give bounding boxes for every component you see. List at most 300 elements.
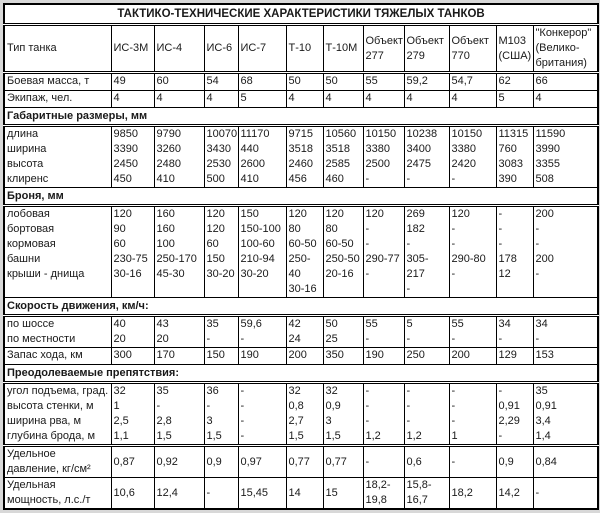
data-cell xyxy=(154,348,204,365)
cell-line: по шоссе xyxy=(7,318,55,330)
cell-line: 410 xyxy=(156,173,175,185)
data-cell xyxy=(286,206,323,298)
cell-line: - xyxy=(365,223,370,235)
cell-line: - xyxy=(206,486,211,499)
cell-line: 68 xyxy=(240,75,253,87)
cell-line: крыши - днища xyxy=(7,268,85,280)
cell-line: Скорость движения, км/ч: xyxy=(7,299,149,312)
cell-line: 450 xyxy=(113,173,132,185)
data-cell xyxy=(286,73,323,91)
data-cell xyxy=(496,73,533,91)
cell-line: 250-40 xyxy=(288,253,311,280)
cell-line: 12 xyxy=(498,268,511,280)
cell-line: 0,77 xyxy=(325,455,347,468)
cell-line: - xyxy=(365,238,370,250)
cell-line: 150 xyxy=(206,349,225,361)
cell-line: 0,8 xyxy=(288,400,304,412)
cell-line: 120 xyxy=(288,208,307,220)
data-cell xyxy=(204,478,238,510)
cell-line: 0,6 xyxy=(406,455,422,468)
cell-line: мощность, л.с./т xyxy=(7,494,91,506)
cell-line: - xyxy=(365,333,370,345)
cell-line: 3518 xyxy=(325,143,350,155)
cell-line: 9850 xyxy=(113,128,138,140)
cell-line: ширина рва, м xyxy=(7,415,82,427)
cell-line: - xyxy=(406,385,411,397)
cell-line: 1 xyxy=(451,430,458,442)
cell-line: Т-10 xyxy=(288,42,312,54)
cell-line: 60-50 xyxy=(288,238,317,250)
cell-line: 60 xyxy=(113,238,126,250)
column-header xyxy=(238,25,286,73)
cell-line: ширина xyxy=(7,143,47,155)
cell-line: 120 xyxy=(206,208,225,220)
data-cell xyxy=(449,383,496,446)
data-cell xyxy=(449,348,496,365)
tank-specs-table xyxy=(3,3,599,510)
cell-line: 0,92 xyxy=(156,455,178,468)
cell-line: 9715 xyxy=(288,128,313,140)
cell-line: 4 xyxy=(325,92,332,104)
row-label xyxy=(4,316,111,348)
cell-line: 34 xyxy=(535,318,548,330)
cell-line: 55 xyxy=(365,318,378,330)
cell-line: 15,45 xyxy=(240,486,269,499)
cell-line: 2,5 xyxy=(113,415,129,427)
cell-line: 2,29 xyxy=(498,415,520,427)
cell-line: клиренс xyxy=(7,173,49,185)
cell-line: - xyxy=(498,208,503,220)
table-row xyxy=(4,348,598,365)
cell-line: 55 xyxy=(365,75,378,87)
cell-line: 20 xyxy=(113,333,126,345)
cell-line: 2585 xyxy=(325,158,350,170)
data-cell xyxy=(363,478,404,510)
data-cell xyxy=(363,383,404,446)
data-cell xyxy=(286,478,323,510)
data-cell xyxy=(323,348,363,365)
cell-line: 11590 xyxy=(535,128,566,140)
cell-line: 150-100 xyxy=(240,223,281,235)
row-label xyxy=(4,348,111,365)
cell-line: по местности xyxy=(7,333,76,345)
cell-line: Преодолеваемые препятствия: xyxy=(7,366,180,379)
data-cell xyxy=(111,478,154,510)
cell-line: 54,7 xyxy=(451,75,473,87)
cell-line: 35 xyxy=(535,385,548,397)
data-cell xyxy=(204,91,238,108)
cell-line: 0,84 xyxy=(535,455,557,468)
data-cell xyxy=(323,126,363,188)
data-cell xyxy=(286,383,323,446)
data-cell xyxy=(286,316,323,348)
cell-line: 440 xyxy=(240,143,259,155)
cell-line: 2450 xyxy=(113,158,138,170)
cell-line: 190 xyxy=(240,349,259,361)
cell-line: 15,8-16,7 xyxy=(406,479,432,506)
cell-line: 5 xyxy=(240,92,247,104)
cell-line: бортовая xyxy=(7,223,55,235)
table-row xyxy=(4,383,598,446)
cell-line: - xyxy=(406,283,411,295)
cell-line: ИС-3М xyxy=(113,42,149,54)
cell-line: 120 xyxy=(325,208,344,220)
cell-line: 305-217 xyxy=(406,253,429,280)
cell-line: 0,91 xyxy=(498,400,520,412)
data-cell xyxy=(449,478,496,510)
data-cell xyxy=(238,348,286,365)
data-cell xyxy=(449,91,496,108)
cell-line: 45-30 xyxy=(156,268,185,280)
cell-line: - xyxy=(406,400,411,412)
row-label xyxy=(4,383,111,446)
data-cell xyxy=(238,478,286,510)
data-cell xyxy=(363,446,404,478)
cell-line: высота стенки, м xyxy=(7,400,94,412)
data-cell xyxy=(496,91,533,108)
cell-line: - xyxy=(365,268,370,280)
data-cell xyxy=(111,316,154,348)
cell-line: 1,4 xyxy=(535,430,551,442)
row-label xyxy=(4,446,111,478)
data-cell xyxy=(496,446,533,478)
cell-line: 35 xyxy=(206,318,219,330)
data-cell xyxy=(111,206,154,298)
cell-line: - xyxy=(498,333,503,345)
cell-line: - xyxy=(406,173,411,185)
cell-line: 178 xyxy=(498,253,517,265)
cell-line: 1,5 xyxy=(156,430,172,442)
cell-line: 200 xyxy=(451,349,470,361)
cell-line: 150 xyxy=(240,208,259,220)
cell-line: 1,2 xyxy=(365,430,381,442)
cell-line: Удельная xyxy=(7,479,56,491)
cell-line: 1 xyxy=(113,400,120,412)
data-cell xyxy=(204,206,238,298)
cell-line: Объект xyxy=(451,34,489,47)
data-cell xyxy=(111,73,154,91)
cell-line: 120 xyxy=(451,208,470,220)
cell-line: 10150 xyxy=(451,128,483,140)
table-row xyxy=(4,365,598,383)
cell-line: 4 xyxy=(113,92,120,104)
cell-line: 182 xyxy=(406,223,425,235)
data-cell xyxy=(154,316,204,348)
table-row xyxy=(4,91,598,108)
cell-line: - xyxy=(365,173,370,185)
cell-line: 43 xyxy=(156,318,169,330)
cell-line: Броня, мм xyxy=(7,189,64,202)
cell-line: 3,4 xyxy=(535,415,551,427)
cell-line: - xyxy=(498,430,503,442)
cell-line: 50 xyxy=(325,75,338,87)
table-row xyxy=(4,298,598,316)
cell-line: 2,8 xyxy=(156,415,172,427)
cell-line: 3083 xyxy=(498,158,523,170)
cell-line: 190 xyxy=(365,349,384,361)
cell-line: ИС-7 xyxy=(240,42,267,54)
cell-line: - xyxy=(451,238,456,250)
cell-line: 14,2 xyxy=(498,486,520,499)
data-cell xyxy=(111,383,154,446)
cell-line: 2500 xyxy=(365,158,390,170)
data-cell xyxy=(404,73,449,91)
data-cell xyxy=(449,446,496,478)
cell-line: 32 xyxy=(325,385,338,397)
data-cell xyxy=(363,91,404,108)
cell-line: 10150 xyxy=(365,128,397,140)
cell-line: - xyxy=(406,238,411,250)
cell-line: - xyxy=(240,400,245,412)
cell-line: 2420 xyxy=(451,158,476,170)
cell-line: Объект xyxy=(365,34,403,47)
cell-line: 2480 xyxy=(156,158,181,170)
data-cell xyxy=(496,206,533,298)
data-cell xyxy=(449,73,496,91)
data-cell xyxy=(449,126,496,188)
data-cell xyxy=(533,348,598,365)
cell-line: 3260 xyxy=(156,143,181,155)
cell-line: - xyxy=(240,333,245,345)
cell-line: 30-16 xyxy=(113,268,142,280)
cell-line: высота xyxy=(7,158,44,170)
column-header xyxy=(154,25,204,73)
cell-line: 0,77 xyxy=(288,455,310,468)
data-cell xyxy=(449,206,496,298)
cell-line: - xyxy=(406,333,411,345)
cell-line: 129 xyxy=(498,349,517,361)
cell-line: 60-50 xyxy=(325,238,354,250)
cell-line: 3990 xyxy=(535,143,560,155)
column-header xyxy=(404,25,449,73)
data-cell xyxy=(323,478,363,510)
cell-line: глубина брода, м xyxy=(7,430,96,442)
cell-line: - xyxy=(451,223,456,235)
cell-line: 3390 xyxy=(113,143,138,155)
cell-line: 2600 xyxy=(240,158,265,170)
cell-line: 42 xyxy=(288,318,301,330)
cell-line: 1,5 xyxy=(325,430,341,442)
cell-line: 170 xyxy=(156,349,175,361)
cell-line: 9790 xyxy=(156,128,181,140)
data-cell xyxy=(238,126,286,188)
table-row xyxy=(4,446,598,478)
data-cell xyxy=(238,206,286,298)
cell-line: 160 xyxy=(156,208,175,220)
data-cell xyxy=(238,73,286,91)
data-cell xyxy=(154,446,204,478)
cell-line: 18,2 xyxy=(451,486,473,499)
data-cell xyxy=(404,383,449,446)
cell-line: 10238 xyxy=(406,128,438,140)
data-cell xyxy=(154,73,204,91)
cell-line: - xyxy=(451,268,456,280)
corner-header: Тип танка xyxy=(4,25,111,73)
cell-line: 250-170 xyxy=(156,253,197,265)
cell-line: 66 xyxy=(535,75,548,87)
column-header xyxy=(363,25,404,73)
cell-line: 60 xyxy=(156,75,169,87)
cell-line: 120 xyxy=(113,208,132,220)
data-cell xyxy=(238,446,286,478)
column-header xyxy=(533,25,598,73)
cell-line: - xyxy=(365,400,370,412)
cell-line: - xyxy=(451,455,456,468)
cell-line: 770 xyxy=(451,49,470,62)
data-cell xyxy=(533,316,598,348)
cell-line: 54 xyxy=(206,75,219,87)
data-cell xyxy=(404,316,449,348)
data-cell xyxy=(404,446,449,478)
cell-line: 1,2 xyxy=(406,430,422,442)
data-cell xyxy=(363,126,404,188)
cell-line: 290-80 xyxy=(451,253,486,265)
cell-line: 55 xyxy=(451,318,464,330)
cell-line: Боевая масса, т xyxy=(7,75,90,87)
cell-line: - xyxy=(535,223,540,235)
cell-line: - xyxy=(240,430,245,442)
cell-line: 0,9 xyxy=(325,400,341,412)
table-row xyxy=(4,478,598,510)
data-cell xyxy=(111,446,154,478)
column-header xyxy=(111,25,154,73)
cell-line: ИС-6 xyxy=(206,42,233,54)
table-row xyxy=(4,73,598,91)
cell-line: 50 xyxy=(325,318,338,330)
data-cell xyxy=(204,126,238,188)
cell-line: 12,4 xyxy=(156,486,178,499)
cell-line: 4 xyxy=(365,92,372,104)
cell-line: 460 xyxy=(325,173,344,185)
data-cell xyxy=(154,383,204,446)
table-body xyxy=(4,4,598,509)
cell-line: - xyxy=(498,223,503,235)
cell-line: 230-75 xyxy=(113,253,148,265)
data-cell xyxy=(323,206,363,298)
cell-line: 5 xyxy=(406,318,413,330)
data-cell xyxy=(111,348,154,365)
cell-line: 3430 xyxy=(206,143,231,155)
data-cell xyxy=(363,73,404,91)
table-row xyxy=(4,4,598,25)
cell-line: 0,87 xyxy=(113,455,135,468)
data-cell xyxy=(323,383,363,446)
cell-line: 1,5 xyxy=(288,430,304,442)
data-cell xyxy=(533,126,598,188)
row-label xyxy=(4,206,111,298)
cell-line: 0,9 xyxy=(206,455,222,468)
row-label xyxy=(4,478,111,510)
cell-line: 300 xyxy=(113,349,132,361)
data-cell xyxy=(323,91,363,108)
cell-line: давление, кг/см² xyxy=(7,463,91,475)
cell-line: - xyxy=(451,415,456,427)
cell-line: 50 xyxy=(288,75,301,87)
table-row xyxy=(4,188,598,206)
column-header xyxy=(496,25,533,73)
cell-line: 30-20 xyxy=(240,268,269,280)
cell-line: - xyxy=(498,385,503,397)
cell-line: - xyxy=(240,385,245,397)
cell-line: 4 xyxy=(156,92,163,104)
cell-line: 3518 xyxy=(288,143,313,155)
data-cell xyxy=(204,316,238,348)
data-cell xyxy=(533,73,598,91)
data-cell xyxy=(204,446,238,478)
data-cell xyxy=(154,91,204,108)
table-row xyxy=(4,108,598,126)
cell-line: 30-20 xyxy=(206,268,235,280)
cell-line: 90 xyxy=(113,223,126,235)
cell-line: - xyxy=(365,455,370,468)
data-cell xyxy=(496,348,533,365)
data-cell xyxy=(533,91,598,108)
data-cell xyxy=(238,91,286,108)
table-title: ТАКТИКО-ТЕХНИЧЕСКИЕ ХАРАКТЕРИСТИКИ ТЯЖЕЛЫХ ТАНКОВ xyxy=(4,4,598,25)
cell-line: 2460 xyxy=(288,158,313,170)
cell-line: 10070 xyxy=(206,128,238,140)
cell-line: 40 xyxy=(113,318,126,330)
data-cell xyxy=(496,383,533,446)
cell-line: 25 xyxy=(325,333,338,345)
cell-line: лобовая xyxy=(7,208,50,220)
cell-line: британия) xyxy=(535,57,587,69)
cell-line: - xyxy=(406,415,411,427)
data-cell xyxy=(286,348,323,365)
cell-line: - xyxy=(535,333,540,345)
data-cell xyxy=(323,73,363,91)
cell-line: 3400 xyxy=(406,143,431,155)
data-cell xyxy=(154,206,204,298)
data-cell xyxy=(404,206,449,298)
cell-line: 20 xyxy=(156,333,169,345)
row-label xyxy=(4,73,111,91)
cell-line: 0,97 xyxy=(240,455,262,468)
data-cell xyxy=(286,446,323,478)
cell-line: 350 xyxy=(325,349,344,361)
section-header xyxy=(4,188,598,206)
cell-line: 120 xyxy=(365,208,384,220)
data-cell xyxy=(496,126,533,188)
column-header xyxy=(323,25,363,73)
cell-line: 160 xyxy=(156,223,175,235)
cell-line: - xyxy=(365,415,370,427)
cell-line: 0,91 xyxy=(535,400,557,412)
cell-line: 200 xyxy=(535,208,554,220)
cell-line: 18,2-19,8 xyxy=(365,479,391,506)
cell-line: - xyxy=(535,486,540,499)
data-cell xyxy=(204,348,238,365)
cell-line: - xyxy=(451,385,456,397)
cell-line: 3380 xyxy=(451,143,476,155)
cell-line: 410 xyxy=(240,173,259,185)
data-cell xyxy=(204,73,238,91)
data-cell xyxy=(533,383,598,446)
cell-line: 279 xyxy=(406,49,425,62)
cell-line: 59,2 xyxy=(406,75,428,87)
section-header xyxy=(4,365,598,383)
section-header xyxy=(4,298,598,316)
row-label xyxy=(4,91,111,108)
column-header xyxy=(204,25,238,73)
cell-line: 49 xyxy=(113,75,126,87)
cell-line: 10,6 xyxy=(113,486,135,499)
cell-line: 0,9 xyxy=(498,455,514,468)
cell-line: - xyxy=(156,400,161,412)
cell-line: 32 xyxy=(113,385,126,397)
cell-line: 153 xyxy=(535,349,554,361)
cell-line: 30-16 xyxy=(288,283,317,295)
